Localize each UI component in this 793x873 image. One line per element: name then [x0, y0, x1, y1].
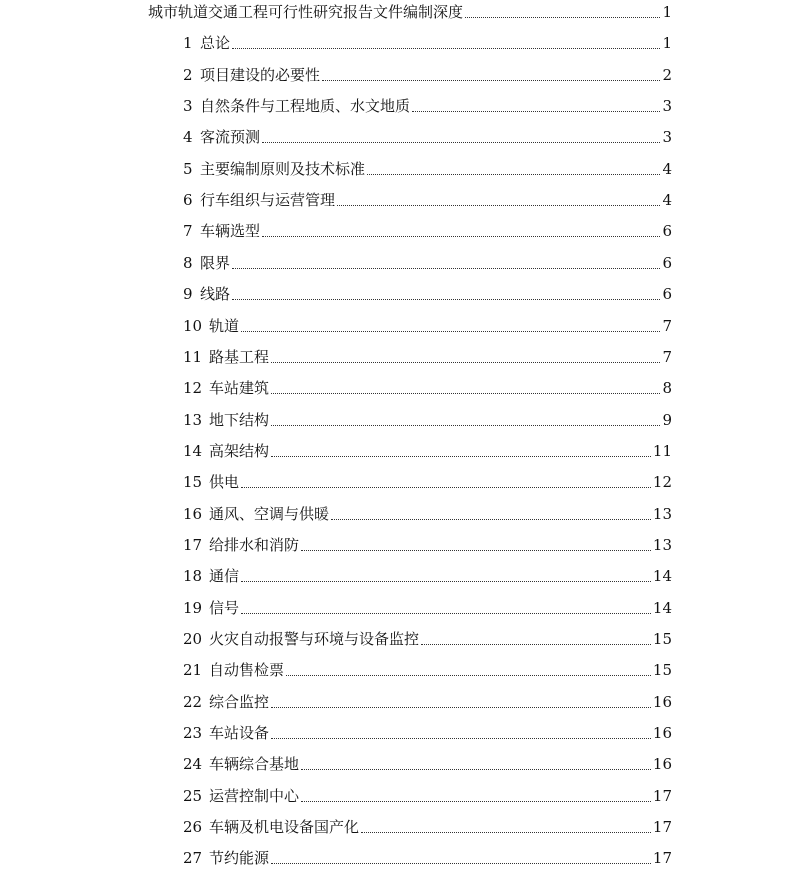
dot-leader — [331, 519, 651, 520]
dot-leader — [286, 675, 651, 676]
toc-entry-page: 6 — [662, 285, 672, 304]
toc-entry[interactable] — [183, 847, 672, 869]
toc-entry-page: 4 — [662, 191, 672, 210]
toc-entry-page: 2 — [662, 65, 672, 84]
dot-leader — [421, 644, 651, 645]
dot-leader — [241, 487, 651, 488]
toc-entry-page: 3 — [662, 128, 672, 147]
toc-entry-number: 5 — [183, 159, 193, 178]
toc-entry-label: 轨道 — [209, 316, 240, 335]
toc-entry-page: 3 — [662, 97, 672, 116]
toc-entry-number: 27 — [183, 849, 203, 868]
dot-leader — [271, 393, 660, 394]
toc-entry[interactable] — [183, 691, 672, 713]
toc-entry[interactable] — [183, 409, 672, 431]
dot-leader — [322, 80, 660, 81]
dot-leader — [271, 863, 651, 864]
toc-entry-label: 高架结构 — [209, 441, 270, 460]
toc-entry-label: 车辆综合基地 — [209, 755, 300, 774]
toc-entry[interactable] — [183, 440, 672, 462]
toc-entry-label: 运营控制中心 — [209, 786, 300, 805]
toc-entry-number: 15 — [183, 473, 203, 492]
toc-entry-label: 线路 — [200, 285, 231, 304]
toc-entry-number: 18 — [183, 567, 203, 586]
toc-entry-number: 24 — [183, 755, 203, 774]
toc-entry[interactable] — [183, 32, 672, 54]
toc-entry-page: 13 — [652, 504, 672, 523]
dot-leader — [301, 801, 651, 802]
toc-entry-page: 11 — [652, 441, 672, 460]
toc-entry-number: 12 — [183, 379, 203, 398]
toc-entry-page: 7 — [662, 316, 672, 335]
toc-entry[interactable] — [183, 64, 672, 86]
dot-leader — [232, 299, 660, 300]
toc-entry-page: 16 — [652, 692, 672, 711]
toc-entry[interactable] — [183, 753, 672, 775]
toc-entry-number: 23 — [183, 724, 203, 743]
toc-entry-label: 节约能源 — [209, 849, 270, 868]
dot-leader — [271, 425, 660, 426]
toc-entry[interactable] — [183, 534, 672, 556]
toc-entry-page: 14 — [652, 598, 672, 617]
toc-entry[interactable] — [183, 377, 672, 399]
toc-entry-page: 6 — [662, 253, 672, 272]
toc-entry-page: 13 — [652, 535, 672, 554]
toc-entry-label: 通风、空调与供暖 — [209, 504, 330, 523]
dot-leader — [262, 236, 660, 237]
toc-entry-label: 信号 — [209, 598, 240, 617]
toc-entry-label: 车辆及机电设备国产化 — [209, 818, 360, 837]
toc-entry[interactable] — [183, 816, 672, 838]
toc-entry-number: 19 — [183, 598, 203, 617]
toc-entry-label: 行车组织与运营管理 — [200, 191, 336, 210]
toc-entry-page: 17 — [652, 818, 672, 837]
toc-entry[interactable] — [183, 315, 672, 337]
toc-entry-label: 限界 — [200, 253, 231, 272]
toc-entry-number: 21 — [183, 661, 203, 680]
toc-entry[interactable] — [183, 597, 672, 619]
toc-title-page: 1 — [662, 3, 672, 21]
toc-title-label: 城市轨道交通工程可行性研究报告文件编制深度 — [148, 3, 464, 21]
toc-entry-page: 7 — [662, 347, 672, 366]
toc-entry[interactable] — [183, 628, 672, 650]
toc-entry-number: 8 — [183, 253, 193, 272]
toc-entry-number: 6 — [183, 191, 193, 210]
toc-entry-label: 火灾自动报警与环境与设备监控 — [209, 630, 420, 648]
toc-entry-page: 1 — [662, 34, 672, 53]
dot-leader — [232, 268, 660, 269]
toc-entry-page: 6 — [662, 222, 672, 241]
toc-title-entry[interactable] — [148, 1, 672, 23]
toc-entry-label: 客流预测 — [200, 128, 261, 147]
dot-leader — [271, 362, 660, 363]
toc-entry-number: 14 — [183, 441, 203, 460]
dot-leader — [412, 111, 660, 112]
toc-entry-page: 15 — [652, 630, 672, 648]
toc-entry[interactable] — [183, 126, 672, 148]
toc-entry[interactable] — [183, 346, 672, 368]
toc-entry[interactable] — [183, 189, 672, 211]
toc-entry-number: 9 — [183, 285, 193, 304]
toc-entry-number: 22 — [183, 692, 203, 711]
toc-entry-label: 车站设备 — [209, 724, 270, 743]
dot-leader — [241, 331, 660, 332]
toc-entry-label: 总论 — [200, 34, 231, 53]
toc-entry[interactable] — [183, 283, 672, 305]
dot-leader — [301, 550, 651, 551]
toc-entry-number: 17 — [183, 535, 203, 554]
dot-leader — [465, 17, 660, 18]
toc-entry-number: 26 — [183, 818, 203, 837]
dot-leader — [337, 205, 660, 206]
toc-entry-number: 10 — [183, 316, 203, 335]
toc-entry[interactable] — [183, 158, 672, 180]
toc-entry-number: 7 — [183, 222, 193, 241]
toc-entry-page: 17 — [652, 786, 672, 805]
toc-entry-label: 主要编制原则及技术标准 — [200, 159, 366, 178]
dot-leader — [271, 456, 651, 457]
toc-entry[interactable] — [183, 471, 672, 493]
toc-entry[interactable] — [183, 220, 672, 242]
dot-leader — [271, 707, 651, 708]
toc-entry-page: 17 — [652, 849, 672, 868]
toc-entry-label: 综合监控 — [209, 692, 270, 711]
toc-entry-label: 路基工程 — [209, 347, 270, 366]
toc-entry-label: 给排水和消防 — [209, 535, 300, 554]
toc-entry[interactable] — [183, 95, 672, 117]
toc-entry-page: 16 — [652, 755, 672, 774]
dot-leader — [241, 613, 651, 614]
toc-entry-page: 12 — [652, 473, 672, 492]
toc-entry-number: 25 — [183, 786, 203, 805]
toc-entry-number: 3 — [183, 97, 193, 116]
toc-entry-page: 9 — [662, 410, 672, 429]
toc-entry-label: 车辆选型 — [200, 222, 261, 241]
toc-entry[interactable] — [183, 659, 672, 681]
toc-entry-number: 16 — [183, 504, 203, 523]
dot-leader — [301, 769, 651, 770]
toc-entry-label: 车站建筑 — [209, 379, 270, 398]
dot-leader — [367, 174, 660, 175]
toc-entry-label: 地下结构 — [209, 410, 270, 429]
toc-entry[interactable] — [183, 722, 672, 744]
toc-entry-number: 4 — [183, 128, 193, 147]
toc-entry[interactable] — [183, 785, 672, 807]
toc-entry-label: 项目建设的必要性 — [200, 65, 321, 84]
toc-entry-label: 自然条件与工程地质、水文地质 — [200, 97, 411, 116]
toc-entry-page: 4 — [662, 159, 672, 178]
dot-leader — [271, 738, 651, 739]
dot-leader — [361, 832, 651, 833]
dot-leader — [232, 48, 660, 49]
dot-leader — [262, 142, 660, 143]
dot-leader — [241, 581, 651, 582]
toc-entry-number: 2 — [183, 65, 193, 84]
toc-entry-label: 供电 — [209, 473, 240, 492]
toc-entry-page: 8 — [662, 379, 672, 398]
toc-entry-page: 15 — [652, 661, 672, 680]
toc-entry-page: 16 — [652, 724, 672, 743]
toc-entry-number: 1 — [183, 34, 193, 53]
toc-entry-number: 11 — [183, 347, 203, 366]
toc-entry-number: 20 — [183, 630, 203, 648]
toc-entry-number: 13 — [183, 410, 203, 429]
toc-entry-label: 自动售检票 — [209, 661, 285, 680]
toc-entry[interactable] — [183, 252, 672, 274]
toc-entry-label: 通信 — [209, 567, 240, 586]
toc-entry-page: 14 — [652, 567, 672, 586]
toc-entry[interactable] — [183, 503, 672, 525]
toc-entry[interactable] — [183, 565, 672, 587]
